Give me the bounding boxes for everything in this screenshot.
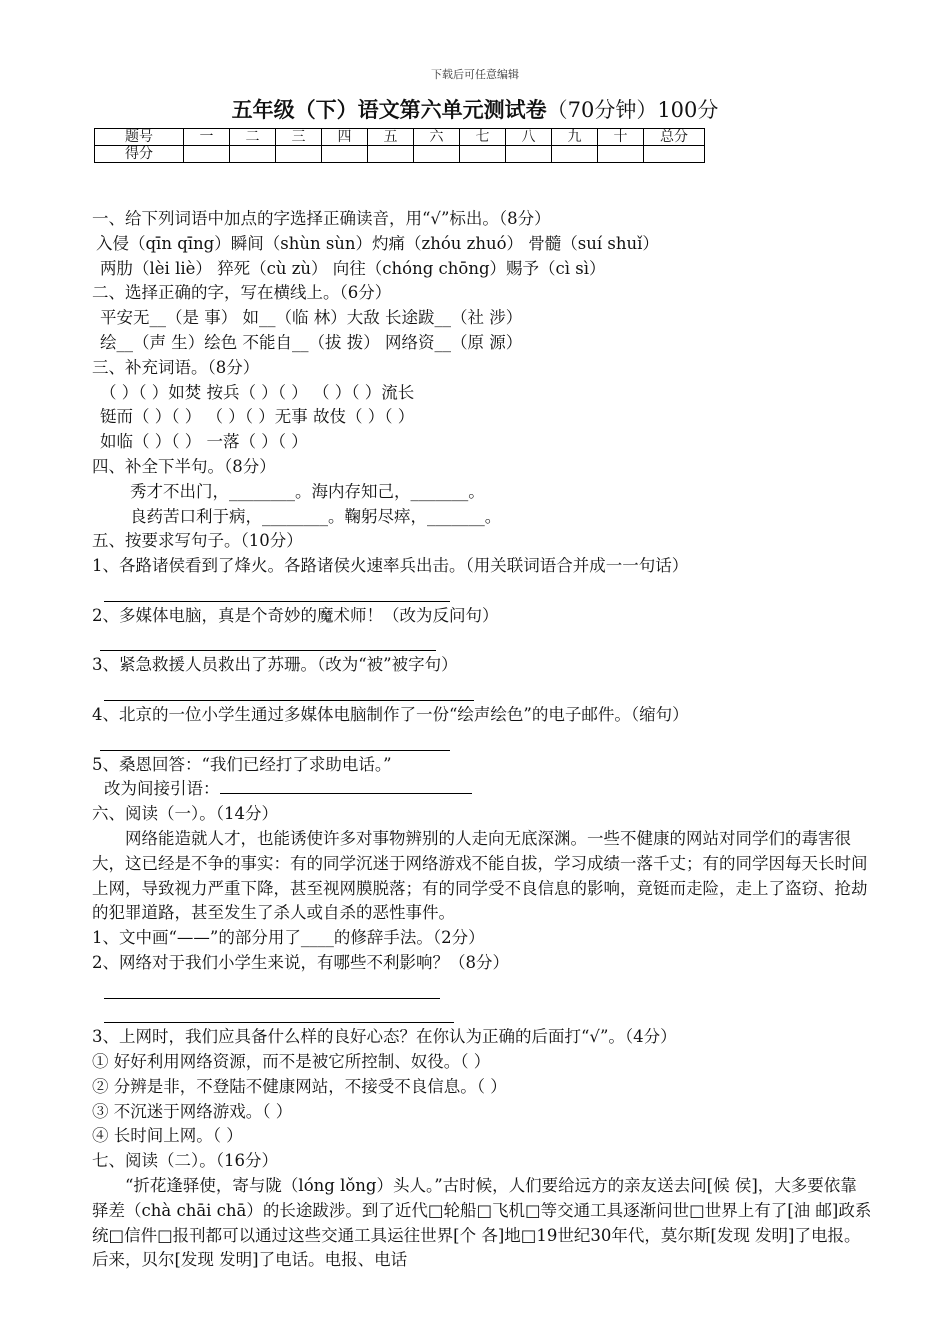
score-cell[interactable] [230, 146, 276, 163]
score-table-header-row [95, 129, 705, 146]
score-header-cell: 题号 [95, 129, 184, 146]
score-header-cell: 六 [414, 129, 460, 146]
score-cell[interactable] [368, 146, 414, 163]
s6-question-2: 2、网络对于我们小学生来说，有哪些不利影响？（8分） [92, 952, 509, 972]
reading-2-passage: “折花逢驿使，寄与陇（lóng lǒng）头人。”古时候，人们要给远方的亲友送去问[候 侯]，大多要依靠驿差（chà chāi chā）的长途跋涉。到了近代□轮船□飞机□等交通工具逐渐问世□世界上有了[油 邮]政系统□信件□报刊都可以通过这些交通工具运往世界[个 各]地□19世纪30年代，莫尔斯[发现 发明]了电报。后来，贝尔[发现 发明]了电话。电报、电话 [92, 1176, 872, 1270]
s6-q1-part-a: 1、文中画“——”的部分用了 [92, 928, 301, 948]
answer-line[interactable] [92, 728, 872, 753]
score-header-cell: 二 [230, 129, 276, 146]
s5-question-4: 4、北京的一位小学生通过多媒体电脑制作了一份“绘声绘色”的电子邮件。（缩句） [92, 704, 689, 724]
s4-line-1: 秀才不出门，________。海内存知己，_______。 [130, 481, 485, 501]
section-4-heading: 四、补全下半句。（8分） [92, 456, 276, 476]
score-cell[interactable] [506, 146, 552, 163]
score-header-cell: 五 [368, 129, 414, 146]
score-cell[interactable] [184, 146, 230, 163]
s5-question-5: 5、桑恩回答：“我们已经打了求助电话。” [92, 754, 392, 774]
score-header-cell: 总分 [644, 129, 705, 146]
s1-line-2: 两肋（lèi liè） 猝死（cù zù） 向往（chóng chōng）赐予（cì sì） [100, 258, 606, 278]
score-cell[interactable] [460, 146, 506, 163]
title-sub: （70分钟）100分 [546, 98, 719, 122]
section-1-heading: 一、给下列词语中加点的字选择正确读音，用“√”标出。（8分） [92, 209, 551, 228]
s6-q1-blank[interactable]: ____ [300, 928, 334, 948]
s6-q1-part-c: 的修辞手法。（2分） [333, 928, 485, 948]
title-main: 五年级（下）语文第六单元测试卷 [231, 97, 547, 122]
score-header-cell: 一 [184, 129, 230, 146]
s4-line-2: 良药苦口利于病，________。鞠躬尽瘁，_______。 [130, 506, 502, 526]
section-2-heading: 二、选择正确的字，写在横线上。（6分） [92, 283, 392, 303]
exam-content [92, 207, 872, 1274]
s5-q5b-label: 改为间接引语： [104, 779, 220, 799]
score-cell[interactable] [322, 146, 368, 163]
s6-option-1[interactable]: ① 好好利用网络资源，而不是被它所控制、奴役。（ ） [92, 1052, 491, 1072]
score-row-label: 得分 [95, 146, 184, 163]
reading-1-passage: 网络能造就人才，也能诱使许多对事物辨别的人走向无底深渊。一些不健康的网站对同学们的毒害很大，这已经是不争的事实：有的同学沉迷于网络游戏不能自拔，学习成绩一落千丈；有的同学因每天长时间上网，导致视力严重下降，甚至视网膜脱落；有的同学受不良信息的影响，竟铤而走险，走上了盗窃、抢劫的犯罪道路，甚至发生了杀人或自杀的恶性事件。 [92, 828, 868, 923]
score-header-cell: 三 [276, 129, 322, 146]
s2-line-2: 绘__（声 生）绘色 不能自__（拔 拨） 网络资__（原 源） [100, 332, 523, 352]
s6-question-1 [92, 926, 872, 951]
s6-option-3[interactable]: ③ 不沉迷于网络游戏。（ ） [92, 1101, 293, 1121]
header-note: 下载后可任意编辑 [431, 68, 519, 81]
score-cell[interactable] [644, 146, 705, 163]
s6-option-2[interactable]: ② 分辨是非，不登陆不健康网站，不接受不良信息。（ ） [92, 1076, 507, 1096]
score-header-cell: 十 [598, 129, 644, 146]
score-header-cell: 八 [506, 129, 552, 146]
answer-line[interactable] [92, 579, 872, 604]
score-header-cell: 九 [552, 129, 598, 146]
score-cell[interactable] [598, 146, 644, 163]
section-7-heading: 七、阅读（二）。（16分） [92, 1151, 278, 1171]
s5-question-5b [92, 777, 872, 802]
s5-question-1: 1、各路诸侯看到了烽火。各路诸侯火速率兵出击。（用关联词语合并成一一句话） [92, 556, 689, 576]
s3-line-2: 铤而（ ）（ ） （ ）（ ）无事 故伎（ ）（ ） [100, 407, 415, 427]
section-6-heading: 六、阅读（一）。（14分） [92, 804, 278, 824]
score-cell[interactable] [414, 146, 460, 163]
score-cell[interactable] [552, 146, 598, 163]
answer-line[interactable] [92, 1001, 872, 1026]
s5-question-3: 3、紧急救援人员救出了苏珊。（改为“被”被字句） [92, 655, 458, 675]
score-header-cell: 四 [322, 129, 368, 146]
s3-line-1: （ ）（ ）如焚 按兵（ ）（ ） （ ）（ ）流长 [100, 382, 415, 402]
s3-line-3: 如临（ ）（ ） 一落（ ）（ ） [100, 432, 308, 452]
answer-line[interactable] [92, 976, 872, 1001]
score-header-cell: 七 [460, 129, 506, 146]
s6-question-3: 3、上网时，我们应具备什么样的良好心态？在你认为正确的后面打“√”。（4分） [92, 1027, 677, 1047]
section-5-heading: 五、按要求写句子。（10分） [92, 531, 303, 551]
page-title [0, 94, 950, 124]
score-table-score-row [95, 146, 705, 163]
s5-question-2: 2、多媒体电脑，真是个奇妙的魔术师！（改为反问句） [92, 605, 499, 625]
section-3-heading: 三、补充词语。（8分） [92, 357, 260, 377]
s6-option-4[interactable]: ④ 长时间上网。（ ） [92, 1126, 243, 1146]
score-cell[interactable] [276, 146, 322, 163]
answer-line[interactable] [92, 678, 872, 703]
answer-line[interactable] [92, 629, 872, 654]
answer-blank[interactable] [220, 777, 472, 794]
s2-line-1: 平安无__（是 事） 如__（临 林）大敌 长途跋__（社 涉） [100, 308, 523, 328]
s1-line-1: 入侵（qīn qīng）瞬间（shùn sùn）灼痛（zhóu zhuó） 骨髓（suí shuǐ） [96, 233, 659, 253]
score-table [94, 128, 705, 163]
